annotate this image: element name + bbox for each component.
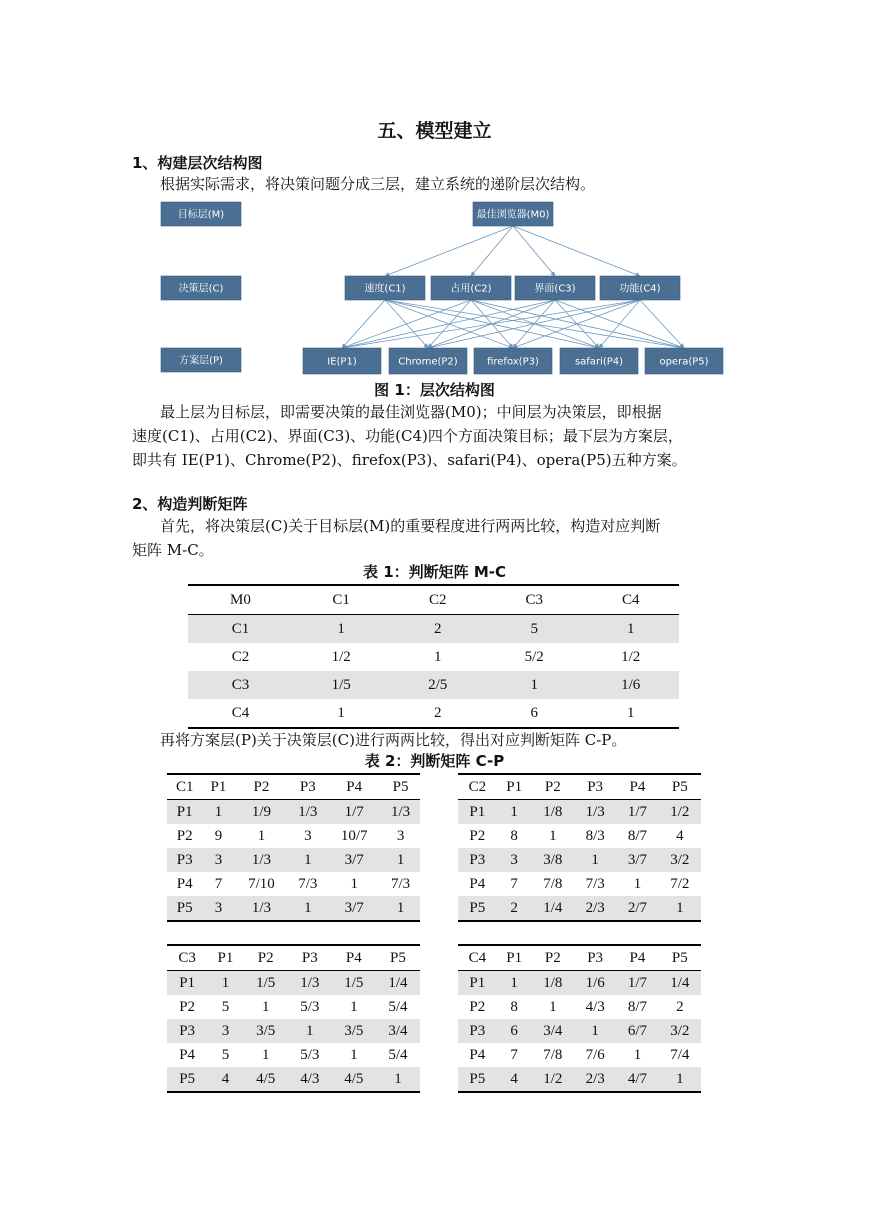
table-cell: 10/7 xyxy=(340,827,368,844)
table-cell: 3 xyxy=(304,827,312,844)
table-row xyxy=(167,1043,420,1067)
table-cell: 1/3 xyxy=(574,800,616,825)
table-cell: 1 xyxy=(293,615,390,644)
layer-label-3-label: 方案层(P) xyxy=(179,355,223,367)
table-cell: 1/2 xyxy=(659,800,701,825)
table-cell: 1 xyxy=(350,875,358,892)
matrix-line-1: 首先，将决策层(C)关于目标层(M)的重要程度进行两两比较，构造对应判断 xyxy=(160,517,661,535)
row-header-cell: C1 xyxy=(188,615,293,644)
table-cell: 3/8 xyxy=(532,848,574,872)
table-cell: 5 xyxy=(221,1046,230,1063)
table-cell: 7/3 xyxy=(298,875,318,892)
table-cell: 7/8 xyxy=(543,1046,563,1063)
desc-line-3: 即共有 IE(P1)、Chrome(P2)、firefox(P3)、safari(P4)、opera(P5)五种方案。 xyxy=(132,451,687,469)
table-cell: 1 xyxy=(549,998,557,1015)
table-cell: 5/3 xyxy=(300,998,320,1015)
table-cell: 1/2 xyxy=(621,648,641,665)
table-cell: 7/6 xyxy=(585,1046,605,1063)
table-cell: 3/7 xyxy=(327,848,381,872)
intro-text: 根据实际需求，将决策问题分成三层，建立系统的递阶层次结构。 xyxy=(160,175,596,193)
table-cell: 8 xyxy=(510,827,518,844)
row-header-cell: P5 xyxy=(458,896,497,921)
table2-caption: 表 2：判断矩阵 C-P xyxy=(364,752,505,770)
table-cell: 2 xyxy=(676,998,684,1015)
mid-paragraph: 再将方案层(P)关于决策层(C)进行两两比较，得出对应判断矩阵 C-P。 xyxy=(160,731,627,749)
column-header: P3 xyxy=(587,778,604,795)
table-cell: 1/7 xyxy=(616,800,658,825)
table-cell: 4 xyxy=(676,827,684,844)
row-header-cell: C2 xyxy=(231,648,250,665)
section-title: 五、模型建立 xyxy=(377,120,492,142)
table-cell: 1 xyxy=(257,827,266,844)
description-paragraph xyxy=(132,400,738,472)
matrix-cp-table-c2 xyxy=(458,773,701,922)
table-cell: 1 xyxy=(350,998,358,1015)
table-cell: 1 xyxy=(497,971,532,996)
table-cell: 1/3 xyxy=(288,971,332,996)
table-cell: 3/4 xyxy=(532,1019,574,1043)
edge-c2-p1 xyxy=(342,300,471,348)
table-row xyxy=(188,615,679,644)
table-cell: 9 xyxy=(214,827,223,844)
table-cell: 1 xyxy=(207,971,243,996)
table-cell: 1/8 xyxy=(532,971,574,996)
hierarchy-diagram xyxy=(155,196,735,378)
table-row xyxy=(167,848,420,872)
matrix-cp-table-c4 xyxy=(458,944,701,1093)
row-header-cell: P1 xyxy=(458,971,497,996)
table-cell: 4/7 xyxy=(616,1067,658,1092)
alternative-node-p3-label: firefox(P3) xyxy=(487,356,539,368)
column-header: C3 xyxy=(178,949,196,966)
matrix-cp-table-c3 xyxy=(167,944,420,1093)
row-header-cell: P4 xyxy=(469,875,486,892)
table-row xyxy=(458,824,701,848)
figure-caption: 图 1：层次结构图 xyxy=(374,381,495,399)
table-cell: 1 xyxy=(376,1067,420,1092)
row-header-cell: P3 xyxy=(458,848,497,872)
table-cell: 5/4 xyxy=(388,998,408,1015)
column-header: C1 xyxy=(175,778,194,795)
alternative-node-p5-label: opera(P5) xyxy=(659,356,709,368)
layer-label-1-label: 目标层(M) xyxy=(177,209,225,221)
column-header: C2 xyxy=(428,591,447,608)
column-header: P5 xyxy=(392,778,409,795)
table-row xyxy=(458,896,701,921)
intro-paragraph xyxy=(132,172,738,196)
table-row xyxy=(458,1043,701,1067)
table-cell: 7 xyxy=(510,1046,518,1063)
table-cell: 1 xyxy=(633,1046,642,1063)
matrix-mc-table xyxy=(188,584,679,729)
column-header: C4 xyxy=(468,949,487,966)
table-cell: 1/6 xyxy=(582,671,679,699)
edge-goal-c4 xyxy=(513,226,640,276)
criterion-node-c2-label: 占用(C2) xyxy=(450,283,492,295)
table-cell: 4/5 xyxy=(244,1067,288,1092)
alternative-node-p1 xyxy=(303,348,381,374)
table-cell: 2 xyxy=(433,704,442,721)
table-row xyxy=(458,995,701,1019)
column-header: P5 xyxy=(671,778,688,795)
table-cell: 6 xyxy=(497,1019,532,1043)
table-cell: 1 xyxy=(626,704,635,721)
row-header-cell: P3 xyxy=(167,848,202,872)
table-cell: 7/3 xyxy=(391,875,411,892)
table-cell: 2/5 xyxy=(389,671,486,699)
row-header-cell: P3 xyxy=(458,1019,497,1043)
column-header: P5 xyxy=(390,949,406,966)
table-cell: 1/3 xyxy=(288,800,327,825)
column-header: P1 xyxy=(506,778,523,795)
table-cell: 3/5 xyxy=(332,1019,376,1043)
row-header-cell: P4 xyxy=(469,1046,486,1063)
table-cell: 3/2 xyxy=(659,1019,701,1043)
criterion-node-c3 xyxy=(515,276,595,300)
edge-c4-p2 xyxy=(428,300,640,348)
column-header: C3 xyxy=(525,591,543,608)
row-header-cell: P5 xyxy=(167,1067,207,1092)
row-header-cell: P4 xyxy=(176,875,193,892)
table-cell: 6 xyxy=(530,704,538,721)
goal-node-label: 最佳浏览器(M0) xyxy=(476,209,550,221)
column-header: M0 xyxy=(230,591,251,608)
table-cell: 1 xyxy=(659,896,701,921)
column-header: P1 xyxy=(210,778,227,795)
column-header: P2 xyxy=(257,949,274,966)
alternative-node-p3 xyxy=(474,348,552,374)
table-cell: 1/5 xyxy=(244,971,288,996)
row-header-cell: C4 xyxy=(231,704,250,721)
table-cell: 1/4 xyxy=(532,896,574,921)
table-cell: 5/2 xyxy=(524,648,544,665)
table-cell: 7/10 xyxy=(248,875,275,892)
table-row xyxy=(167,800,420,825)
heading-hierarchy: 1、构建层次结构图 xyxy=(132,154,263,172)
alternative-node-p2 xyxy=(389,348,467,374)
row-header-cell: P1 xyxy=(167,800,202,825)
alternative-node-p4-label: safari(P4) xyxy=(574,356,624,368)
table-cell: 1 xyxy=(288,1019,332,1043)
table-cell: 1/7 xyxy=(616,971,658,996)
table-cell: 3 xyxy=(497,848,532,872)
table-header-row xyxy=(167,774,420,800)
table-cell: 1/5 xyxy=(293,671,390,699)
table-header-row xyxy=(458,774,701,800)
column-header: P2 xyxy=(544,778,561,795)
edge-goal-c1 xyxy=(385,226,513,276)
column-header: P4 xyxy=(629,778,646,795)
alternative-node-p2-label: Chrome(P2) xyxy=(398,356,458,368)
edge-goal-c3 xyxy=(513,226,555,276)
table-header-row xyxy=(458,945,701,971)
table-cell: 7/8 xyxy=(543,875,563,892)
alternative-node-p4 xyxy=(560,348,638,374)
table-cell: 1 xyxy=(497,800,532,825)
table-cell: 3/7 xyxy=(616,848,658,872)
edge-c1-p1 xyxy=(342,300,385,348)
layer-label-2-label: 决策层(C) xyxy=(178,283,224,295)
desc-line-2: 速度(C1)、占用(C2)、界面(C3)、功能(C4)四个方面决策目标；最下层为方案层， xyxy=(132,427,683,445)
table-cell: 1 xyxy=(574,1019,616,1043)
table-cell: 8 xyxy=(510,998,518,1015)
table-cell: 8/7 xyxy=(627,998,648,1015)
table-cell: 1 xyxy=(261,1046,270,1063)
table-cell: 8/7 xyxy=(627,827,648,844)
table-row xyxy=(167,896,420,921)
table-cell: 4 xyxy=(497,1067,532,1092)
table-cell: 1/4 xyxy=(376,971,420,996)
table-cell: 3/7 xyxy=(327,896,381,921)
table-row xyxy=(188,643,679,671)
row-header-cell: P1 xyxy=(458,800,497,825)
criterion-node-c3-label: 界面(C3) xyxy=(534,283,576,295)
matrix-line-2: 矩阵 M-C。 xyxy=(132,541,214,559)
row-header-cell: P2 xyxy=(469,827,486,844)
column-header: C2 xyxy=(468,778,487,795)
table-cell: 1/8 xyxy=(532,800,574,825)
row-header-cell: P3 xyxy=(167,1019,207,1043)
table-cell: 1 xyxy=(288,848,327,872)
column-header: P3 xyxy=(301,949,318,966)
table-cell: 1/3 xyxy=(381,800,420,825)
heading-matrix: 2、构造判断矩阵 xyxy=(132,495,248,513)
column-header: P4 xyxy=(346,778,363,795)
table-row xyxy=(458,800,701,825)
table-row xyxy=(167,971,420,996)
table-cell: 3/5 xyxy=(244,1019,288,1043)
row-header-cell: P1 xyxy=(167,971,207,996)
row-header-cell: P4 xyxy=(179,1046,196,1063)
alternative-node-p5 xyxy=(645,348,723,374)
table-row xyxy=(188,699,679,728)
matrix-paragraph xyxy=(132,514,738,562)
table-cell: 1 xyxy=(381,896,420,921)
column-header: P2 xyxy=(253,778,270,795)
table-cell: 1/3 xyxy=(234,896,288,921)
table-cell: 7/3 xyxy=(585,875,605,892)
table-cell: 1/7 xyxy=(327,800,381,825)
table-cell: 1/2 xyxy=(532,1067,574,1092)
edge-c4-p4 xyxy=(599,300,640,348)
table-cell: 1/4 xyxy=(659,971,701,996)
table-cell: 3 xyxy=(202,896,234,921)
table-cell: 1 xyxy=(202,800,234,825)
criterion-node-c4 xyxy=(600,276,680,300)
column-header: P1 xyxy=(217,949,234,966)
table-row xyxy=(167,1067,420,1092)
row-header-cell: P5 xyxy=(458,1067,497,1092)
table-cell: 1 xyxy=(433,648,442,665)
row-header-cell: P2 xyxy=(469,998,486,1015)
diagram-nodes xyxy=(161,202,723,374)
column-header: P2 xyxy=(544,949,561,966)
table-cell: 2 xyxy=(389,615,486,644)
table-cell: 1 xyxy=(337,704,345,721)
alternative-node-p1-label: IE(P1) xyxy=(327,356,357,368)
table-cell: 2/7 xyxy=(616,896,658,921)
table-cell: 1 xyxy=(633,875,642,892)
desc-line-1: 最上层为目标层，即需要决策的最佳浏览器(M0)；中间层为决策层，即根据 xyxy=(160,403,662,421)
table-cell: 1 xyxy=(288,896,327,921)
table-row xyxy=(167,995,420,1019)
table-cell: 1 xyxy=(574,848,616,872)
table-cell: 4/5 xyxy=(332,1067,376,1092)
table-header-row xyxy=(188,585,679,615)
criterion-node-c2 xyxy=(431,276,511,300)
edge-c4-p5 xyxy=(640,300,684,348)
table-cell: 4 xyxy=(207,1067,243,1092)
table-cell: 2 xyxy=(497,896,532,921)
table-cell: 1 xyxy=(582,615,679,644)
table-cell: 8/3 xyxy=(585,827,605,844)
table-cell: 1/9 xyxy=(234,800,288,825)
table-cell: 4/3 xyxy=(288,1067,332,1092)
table-row xyxy=(458,1067,701,1092)
table-cell: 2/3 xyxy=(574,1067,616,1092)
table-cell: 1 xyxy=(261,998,270,1015)
table-cell: 5/4 xyxy=(388,1046,408,1063)
table-row xyxy=(167,872,420,896)
column-header: P3 xyxy=(299,778,316,795)
table-cell: 5/3 xyxy=(300,1046,320,1063)
column-header: P1 xyxy=(506,949,523,966)
layer-label-2 xyxy=(161,276,241,300)
row-header-cell: P2 xyxy=(179,998,196,1015)
table-cell: 1/2 xyxy=(331,648,351,665)
table-row xyxy=(167,824,420,848)
table-cell: 1 xyxy=(549,827,557,844)
table-cell: 3 xyxy=(396,827,405,844)
table-cell: 1 xyxy=(659,1067,701,1092)
edge-goal-c2 xyxy=(471,226,513,276)
criterion-node-c1-label: 速度(C1) xyxy=(364,283,406,295)
table-cell: 1/6 xyxy=(574,971,616,996)
table-cell: 3 xyxy=(207,1019,243,1043)
table-cell: 5 xyxy=(221,998,230,1015)
table-cell: 1 xyxy=(381,848,420,872)
table-cell: 2/3 xyxy=(574,896,616,921)
column-header: P4 xyxy=(629,949,646,966)
goal-node xyxy=(473,202,553,226)
row-header-cell: P5 xyxy=(167,896,202,921)
table-cell: 6/7 xyxy=(616,1019,658,1043)
layer-label-3 xyxy=(161,348,241,372)
criterion-node-c1 xyxy=(345,276,425,300)
layer-label-1 xyxy=(161,202,241,226)
column-header: P3 xyxy=(587,949,604,966)
table-cell: 1 xyxy=(486,671,583,699)
table-row xyxy=(167,1019,420,1043)
row-header-cell: P2 xyxy=(176,827,193,844)
table-cell: 3/2 xyxy=(659,848,701,872)
table-row xyxy=(458,971,701,996)
table-cell: 1/3 xyxy=(234,848,288,872)
table-cell: 3 xyxy=(202,848,234,872)
table-cell: 7 xyxy=(214,875,223,892)
table-header-row xyxy=(167,945,420,971)
matrix-cp-table-c1 xyxy=(167,773,420,922)
table-row xyxy=(458,1019,701,1043)
table-row xyxy=(458,848,701,872)
row-header-cell: C3 xyxy=(188,671,293,699)
table-cell: 1 xyxy=(350,1046,358,1063)
criterion-node-c4-label: 功能(C4) xyxy=(619,283,661,295)
column-header: P4 xyxy=(345,949,362,966)
table-cell: 7/4 xyxy=(670,1046,690,1063)
table-row xyxy=(188,671,679,699)
table-cell: 5 xyxy=(486,615,583,644)
table-cell: 1/5 xyxy=(332,971,376,996)
table-cell: 4/3 xyxy=(585,998,605,1015)
table-cell: 7/2 xyxy=(670,875,690,892)
table1-caption: 表 1：判断矩阵 M-C xyxy=(362,563,507,581)
column-header: P5 xyxy=(671,949,688,966)
column-header: C1 xyxy=(332,591,350,608)
table-cell: 7 xyxy=(510,875,518,892)
table-cell: 3/4 xyxy=(376,1019,420,1043)
edge-c3-p1 xyxy=(342,300,555,348)
column-header: C4 xyxy=(621,591,640,608)
table-row xyxy=(458,872,701,896)
